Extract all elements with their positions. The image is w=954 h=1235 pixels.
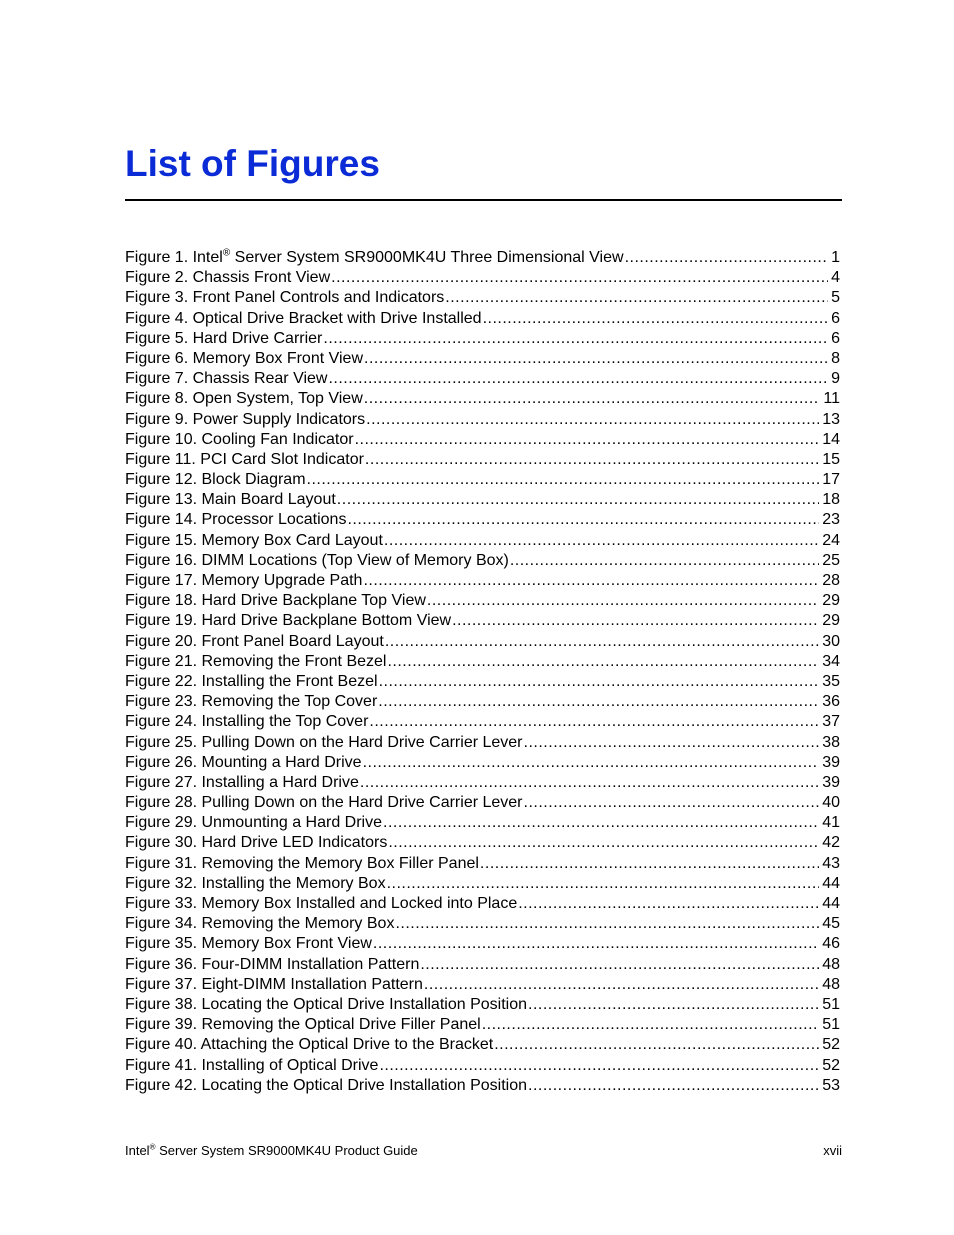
- figure-entry-brand: Figure 1. Intel: [125, 249, 223, 266]
- figure-entry-label: Figure 14. Processor Locations: [125, 511, 347, 529]
- figure-entry-page: 1: [831, 249, 840, 266]
- figure-entry[interactable]: [125, 288, 840, 308]
- dot-leader: [424, 975, 819, 995]
- dot-leader: [331, 268, 828, 288]
- figure-entry-page: 52: [822, 1056, 840, 1074]
- dot-leader: [387, 874, 820, 894]
- dot-leader: [528, 995, 819, 1015]
- figure-entry-page: 18: [822, 491, 840, 509]
- figure-entry-page: 48: [822, 955, 840, 973]
- figure-entry[interactable]: [125, 833, 840, 853]
- dot-leader: [307, 470, 820, 490]
- figure-entry[interactable]: [125, 712, 840, 732]
- figure-entry-label: Figure 42. Locating the Optical Drive Installation Position: [125, 1076, 527, 1094]
- figure-entry-page: 45: [822, 915, 840, 933]
- figure-entry[interactable]: [125, 591, 840, 611]
- figure-entry-page: 44: [822, 874, 840, 892]
- dot-leader: [364, 389, 821, 409]
- figure-entry-page: 29: [822, 592, 840, 610]
- figure-entry-label: Figure 6. Memory Box Front View: [125, 349, 364, 367]
- registered-mark: ®: [149, 1142, 156, 1152]
- dot-leader: [482, 1015, 820, 1035]
- figure-entry-label: Figure 35. Memory Box Front View: [125, 935, 372, 953]
- figure-entry-page: 8: [831, 349, 840, 367]
- figure-entry-label: Figure 7. Chassis Rear View: [125, 370, 328, 388]
- figure-entry-page: 42: [822, 834, 840, 852]
- dot-leader: [383, 813, 819, 833]
- figure-entry-page: 52: [822, 1036, 840, 1054]
- figure-entry[interactable]: [125, 349, 840, 369]
- dot-leader: [384, 531, 819, 551]
- figure-entry-page: 25: [822, 551, 840, 569]
- figure-entry[interactable]: [125, 733, 840, 753]
- footer-page-number: xvii: [823, 1143, 842, 1158]
- dot-leader: [328, 369, 828, 389]
- figure-entry[interactable]: [125, 309, 840, 329]
- dot-leader: [385, 632, 819, 652]
- figure-entry-page: 23: [822, 511, 840, 529]
- figure-entry-page: 15: [822, 450, 840, 468]
- figure-entry[interactable]: [125, 611, 840, 631]
- figure-entry-title: Server System SR9000MK4U Three Dimensional View: [230, 249, 624, 266]
- figure-list: [125, 248, 840, 1096]
- dot-leader: [365, 450, 819, 470]
- figure-entry-label: Figure 11. PCI Card Slot Indicator: [125, 450, 364, 468]
- figure-entry[interactable]: [125, 551, 840, 571]
- figure-entry-page: 17: [822, 471, 840, 489]
- figure-entry-label: Figure 29. Unmounting a Hard Drive: [125, 814, 383, 832]
- dot-leader: [494, 1035, 819, 1055]
- figure-entry-label: Figure 8. Open System, Top View: [125, 390, 363, 408]
- figure-entry-page: 51: [822, 1016, 840, 1034]
- figure-entry[interactable]: [125, 450, 840, 470]
- figure-entry-label: Figure 19. Hard Drive Backplane Bottom View: [125, 612, 452, 630]
- figure-entry[interactable]: [125, 995, 840, 1015]
- figure-entry-page: 43: [822, 854, 840, 872]
- dot-leader: [445, 288, 828, 308]
- figure-entry-label: Figure 32. Installing the Memory Box: [125, 874, 386, 892]
- title-divider: [125, 199, 842, 201]
- figure-entry-page: 39: [822, 753, 840, 771]
- figure-entry-label: Figure 24. Installing the Top Cover: [125, 713, 369, 731]
- dot-leader: [395, 914, 819, 934]
- figure-entry[interactable]: [125, 672, 840, 692]
- figure-entry[interactable]: [125, 329, 840, 349]
- footer-title: Server System SR9000MK4U Product Guide: [155, 1143, 418, 1158]
- footer-document-title: [125, 1143, 418, 1159]
- figure-entry-label: Figure 26. Mounting a Hard Drive: [125, 753, 362, 771]
- figure-entry-label: Figure 16. DIMM Locations (Top View of Memory Box): [125, 551, 509, 569]
- figure-entry-page: 28: [822, 572, 840, 589]
- figure-entry-label: Figure 13. Main Board Layout: [125, 491, 336, 509]
- figure-entry[interactable]: [125, 753, 840, 773]
- figure-entry-label: Figure 31. Removing the Memory Box Filler Panel: [125, 854, 479, 872]
- dot-leader: [518, 894, 819, 914]
- figure-entry-label: Figure 39. Removing the Optical Drive Filler Panel: [125, 1016, 481, 1034]
- dot-leader: [427, 591, 819, 611]
- figure-entry-label: Figure 5. Hard Drive Carrier: [125, 329, 323, 347]
- figure-entry-label: Figure 22. Installing the Front Bezel: [125, 672, 378, 690]
- figure-entry[interactable]: [125, 430, 840, 450]
- figure-entry-label: Figure 2. Chassis Front View: [125, 269, 331, 287]
- dot-leader: [369, 712, 819, 732]
- figure-entry-label: Figure 20. Front Panel Board Layout: [125, 632, 384, 650]
- figure-entry-label: Figure 10. Cooling Fan Indicator: [125, 430, 354, 448]
- dot-leader: [378, 692, 819, 712]
- figure-entry-page: 24: [822, 531, 840, 549]
- figure-entry[interactable]: [125, 934, 840, 954]
- dot-leader: [483, 309, 829, 329]
- dot-leader: [323, 329, 828, 349]
- figure-entry-label: Figure 23. Removing the Top Cover: [125, 693, 378, 711]
- figure-entry[interactable]: [125, 652, 840, 672]
- figure-entry-label: Figure 33. Memory Box Installed and Locked into Place: [125, 895, 518, 912]
- figure-entry-label: [125, 248, 624, 268]
- figure-entry-page: 37: [822, 713, 840, 731]
- figure-entry-page: 13: [822, 410, 840, 428]
- figure-entry-page: 39: [822, 773, 840, 791]
- figure-entry[interactable]: [125, 369, 840, 389]
- figure-entry[interactable]: [125, 510, 840, 530]
- figure-entry-page: 5: [831, 289, 840, 307]
- dot-leader: [373, 934, 819, 954]
- dot-leader: [388, 833, 819, 853]
- figure-entry-page: 6: [831, 329, 840, 347]
- figure-entry-page: 9: [831, 370, 840, 388]
- figure-entry-label: Figure 25. Pulling Down on the Hard Drive Carrier Lever: [125, 733, 523, 751]
- figure-entry-label: Figure 18. Hard Drive Backplane Top View: [125, 592, 426, 610]
- figure-entry-page: 35: [822, 672, 840, 690]
- dot-leader: [363, 571, 819, 591]
- figure-entry[interactable]: [125, 470, 840, 490]
- figure-entry[interactable]: [125, 975, 840, 995]
- figure-entry[interactable]: [125, 571, 840, 591]
- figure-entry[interactable]: [125, 955, 840, 975]
- dot-leader: [625, 248, 829, 268]
- figure-entry-page: 51: [822, 995, 840, 1013]
- page-title: List of Figures: [125, 143, 380, 184]
- figure-entry-page: 29: [822, 612, 840, 630]
- figure-entry-page: 11: [823, 390, 840, 408]
- figure-entry-label: Figure 37. Eight-DIMM Installation Pattern: [125, 975, 423, 993]
- figure-entry-label: Figure 12. Block Diagram: [125, 471, 306, 489]
- figure-entry-page: 48: [822, 975, 840, 993]
- dot-leader: [337, 490, 819, 510]
- figure-entry-page: 34: [822, 652, 840, 670]
- figure-entry-label: Figure 3. Front Panel Controls and Indicators: [125, 289, 445, 307]
- figure-entry[interactable]: [125, 894, 840, 914]
- figure-entry-page: 14: [822, 430, 840, 448]
- figure-entry-page: 44: [822, 895, 840, 912]
- figure-entry[interactable]: [125, 531, 840, 551]
- figure-entry[interactable]: [125, 632, 840, 652]
- dot-leader: [366, 410, 819, 430]
- dot-leader: [524, 793, 820, 813]
- figure-entry[interactable]: [125, 410, 840, 430]
- dot-leader: [480, 854, 819, 874]
- dot-leader: [524, 733, 820, 753]
- figure-entry[interactable]: [125, 813, 840, 833]
- figure-entry-label: Figure 40. Attaching the Optical Drive to the Bracket: [125, 1036, 494, 1054]
- figure-entry[interactable]: [125, 490, 840, 510]
- figure-entry-label: Figure 34. Removing the Memory Box: [125, 915, 395, 933]
- dot-leader: [379, 672, 820, 692]
- figure-entry-label: Figure 21. Removing the Front Bezel: [125, 652, 387, 670]
- figure-entry[interactable]: [125, 793, 840, 813]
- figure-entry-page: 36: [822, 693, 840, 711]
- figure-entry-page: 40: [822, 794, 840, 812]
- figure-entry-page: 30: [822, 632, 840, 650]
- figure-entry[interactable]: [125, 268, 840, 288]
- footer-brand: Intel: [125, 1143, 150, 1158]
- figure-entry-label: Figure 38. Locating the Optical Drive Installation Position: [125, 995, 527, 1013]
- figure-entry[interactable]: [125, 1015, 840, 1035]
- figure-entry[interactable]: [125, 1076, 840, 1096]
- dot-leader: [360, 773, 819, 793]
- figure-entry[interactable]: [125, 914, 840, 934]
- dot-leader: [528, 1076, 819, 1096]
- figure-entry-label: Figure 9. Power Supply Indicators: [125, 410, 366, 428]
- dot-leader: [364, 349, 828, 369]
- page-footer: [125, 1143, 842, 1159]
- figure-entry-page: 38: [822, 733, 840, 751]
- figure-entry[interactable]: [125, 773, 840, 793]
- figure-entry-page: 46: [822, 935, 840, 953]
- dot-leader: [387, 652, 819, 672]
- figure-entry[interactable]: [125, 854, 840, 874]
- dot-leader: [347, 510, 819, 530]
- figure-entry-label: Figure 36. Four-DIMM Installation Pattern: [125, 955, 420, 973]
- registered-mark: ®: [222, 247, 231, 259]
- figure-entry-label: Figure 41. Installing of Optical Drive: [125, 1056, 379, 1074]
- figure-entry[interactable]: [125, 1035, 840, 1055]
- figure-entry[interactable]: [125, 874, 840, 894]
- dot-leader: [379, 1056, 819, 1076]
- dot-leader: [355, 430, 820, 450]
- figure-entry-page: 6: [831, 309, 840, 327]
- dot-leader: [363, 753, 820, 773]
- dot-leader: [452, 611, 819, 631]
- figure-entry-label: Figure 28. Pulling Down on the Hard Drive Carrier Lever: [125, 794, 523, 812]
- figure-entry-page: 41: [822, 814, 840, 832]
- figure-entry-label: Figure 17. Memory Upgrade Path: [125, 572, 363, 589]
- dot-leader: [510, 551, 819, 571]
- figure-entry-label: Figure 4. Optical Drive Bracket with Drive Installed: [125, 309, 482, 327]
- figure-entry[interactable]: [125, 692, 840, 712]
- dot-leader: [420, 955, 819, 975]
- figure-entry-page: 53: [822, 1076, 840, 1094]
- figure-entry[interactable]: [125, 1056, 840, 1076]
- figure-entry[interactable]: [125, 248, 840, 268]
- figure-entry-label: Figure 27. Installing a Hard Drive: [125, 773, 359, 791]
- figure-entry-label: Figure 15. Memory Box Card Layout: [125, 531, 383, 549]
- figure-entry-page: 4: [831, 269, 840, 287]
- figure-entry[interactable]: [125, 389, 840, 409]
- figure-entry-label: Figure 30. Hard Drive LED Indicators: [125, 834, 388, 852]
